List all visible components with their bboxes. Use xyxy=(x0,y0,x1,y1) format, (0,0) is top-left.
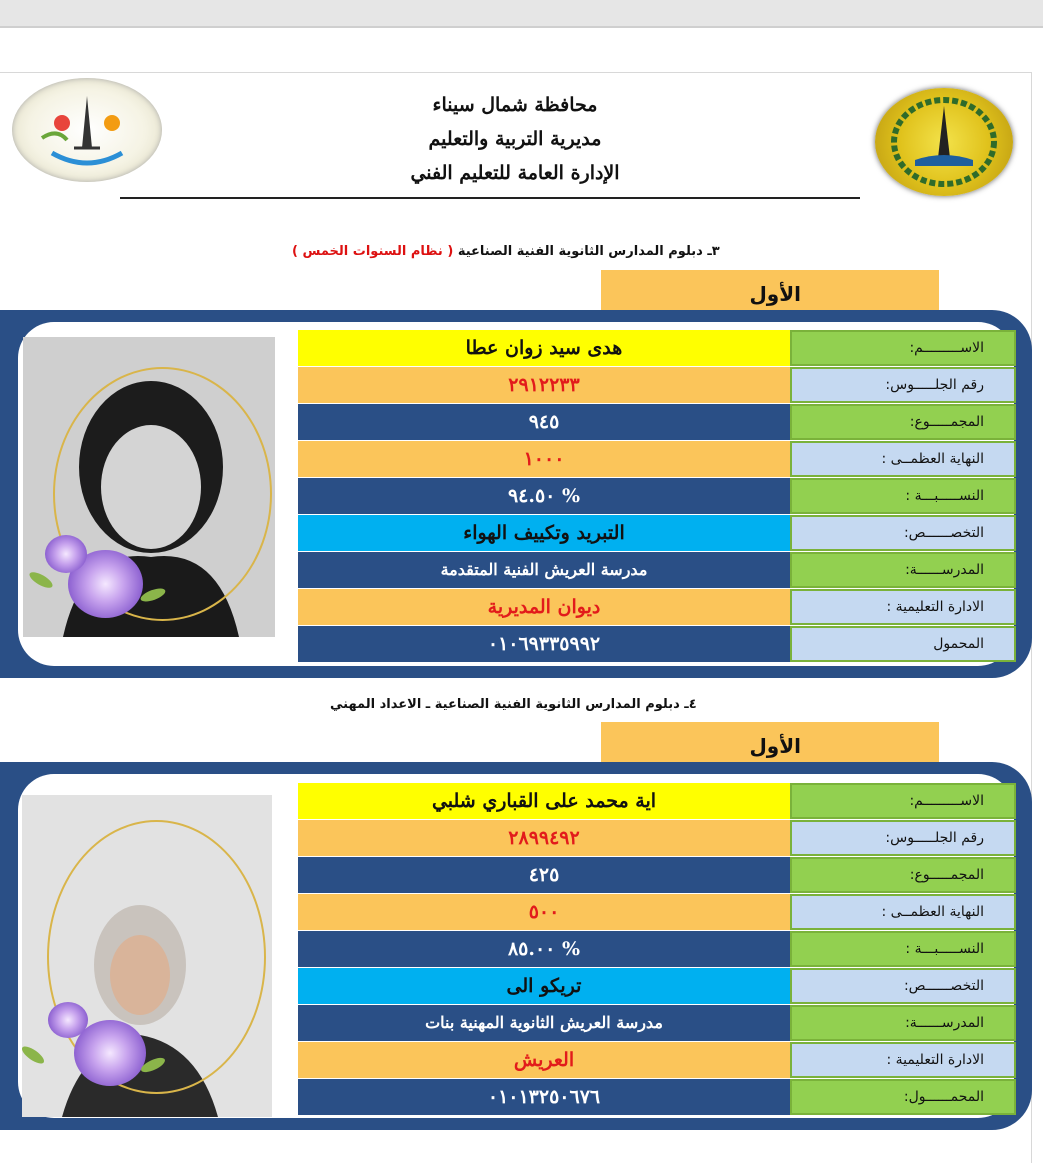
header-title-block xyxy=(300,88,730,190)
administration-title: الإدارة العامة للتعليم الفني xyxy=(410,162,620,184)
label-specialty: التخصــــــص: xyxy=(790,968,1016,1004)
governorate-title: محافظة شمال سيناء xyxy=(432,94,598,116)
label-total: المجمـــــوع: xyxy=(790,857,1016,893)
value-max: ٥٠٠ xyxy=(298,894,790,930)
student-1-table xyxy=(298,330,1016,663)
row-seat xyxy=(298,820,1016,856)
value-admin: ديوان المديرية xyxy=(298,589,790,625)
flower-decoration-icon xyxy=(74,1020,146,1086)
section2-title xyxy=(330,697,697,712)
value-name: هدى سيد زوان عطا xyxy=(298,330,790,366)
label-seat: رقم الجلـــــوس: xyxy=(790,820,1016,856)
student-2-table xyxy=(298,783,1016,1116)
row-total xyxy=(298,857,1016,893)
row-admin xyxy=(298,589,1016,625)
value-specialty: التبريد وتكييف الهواء xyxy=(298,515,790,551)
value-max: ١٠٠٠ xyxy=(298,441,790,477)
row-name xyxy=(298,330,1016,366)
label-max: النهاية العظمــى : xyxy=(790,894,1016,930)
row-max xyxy=(298,894,1016,930)
label-percent: النســـــبـــة : xyxy=(790,478,1016,514)
label-seat: رقم الجلـــــوس: xyxy=(790,367,1016,403)
row-admin xyxy=(298,1042,1016,1078)
label-mobile: المحمول xyxy=(790,626,1016,662)
label-admin: الادارة التعليمية : xyxy=(790,589,1016,625)
value-seat: ٢٨٩٩٤٩٢ xyxy=(298,820,790,856)
value-percent: % ٩٤.٥٠ xyxy=(298,478,790,514)
label-total: المجمـــــوع: xyxy=(790,404,1016,440)
value-school: مدرسة العريش الثانوية المهنية بنات xyxy=(298,1005,790,1041)
row-seat xyxy=(298,367,1016,403)
flower-decoration-icon xyxy=(48,1002,88,1038)
education-logo-icon xyxy=(12,78,162,182)
value-total: ٩٤٥ xyxy=(298,404,790,440)
governorate-seal-icon xyxy=(875,88,1013,196)
flower-decoration-icon xyxy=(45,535,87,573)
directorate-title: مديرية التربية والتعليم xyxy=(428,128,602,150)
value-mobile: ٠١٠١٣٢٥٠٦٧٦ xyxy=(298,1079,790,1115)
row-specialty xyxy=(298,968,1016,1004)
label-max: النهاية العظمــى : xyxy=(790,441,1016,477)
label-name: الاســـــــــم: xyxy=(790,783,1016,819)
value-admin: العريش xyxy=(298,1042,790,1078)
label-school: المدرســــــة: xyxy=(790,1005,1016,1041)
label-school: المدرســــــة: xyxy=(790,552,1016,588)
value-name: اية محمد على القباري شلبي xyxy=(298,783,790,819)
row-school xyxy=(298,552,1016,588)
value-mobile: ٠١٠٦٩٣٣٥٩٩٢ xyxy=(298,626,790,662)
row-percent xyxy=(298,478,1016,514)
section1-rank: الأول xyxy=(601,270,939,310)
header-divider xyxy=(120,197,860,199)
section2-title-main: ٤ـ دبلوم المدارس الثانوية الفنية الصناعية ـ الاعداد المهني xyxy=(330,697,697,712)
row-total xyxy=(298,404,1016,440)
label-specialty: التخصــــــص: xyxy=(790,515,1016,551)
row-school xyxy=(298,1005,1016,1041)
value-total: ٤٢٥ xyxy=(298,857,790,893)
value-specialty: تريكو الى xyxy=(298,968,790,1004)
row-mobile xyxy=(298,626,1016,662)
value-school: مدرسة العريش الفنية المتقدمة xyxy=(298,552,790,588)
row-name xyxy=(298,783,1016,819)
value-seat: ٢٩١٢٢٣٣ xyxy=(298,367,790,403)
label-admin: الادارة التعليمية : xyxy=(790,1042,1016,1078)
section1-title-system: ( نظام السنوات الخمس ) xyxy=(292,244,454,259)
label-name: الاســـــــــم: xyxy=(790,330,1016,366)
row-max xyxy=(298,441,1016,477)
value-percent: % ٨٥.٠٠ xyxy=(298,931,790,967)
label-mobile: المحمــــــول: xyxy=(790,1079,1016,1115)
row-percent xyxy=(298,931,1016,967)
section1-title-main: ٣ـ دبلوم المدارس الثانوية الفنية الصناعية xyxy=(457,244,720,259)
label-percent: النســـــبـــة : xyxy=(790,931,1016,967)
row-mobile xyxy=(298,1079,1016,1115)
section1-title xyxy=(292,244,720,259)
browser-top-bar xyxy=(0,0,1043,28)
row-specialty xyxy=(298,515,1016,551)
section2-rank: الأول xyxy=(601,722,939,762)
